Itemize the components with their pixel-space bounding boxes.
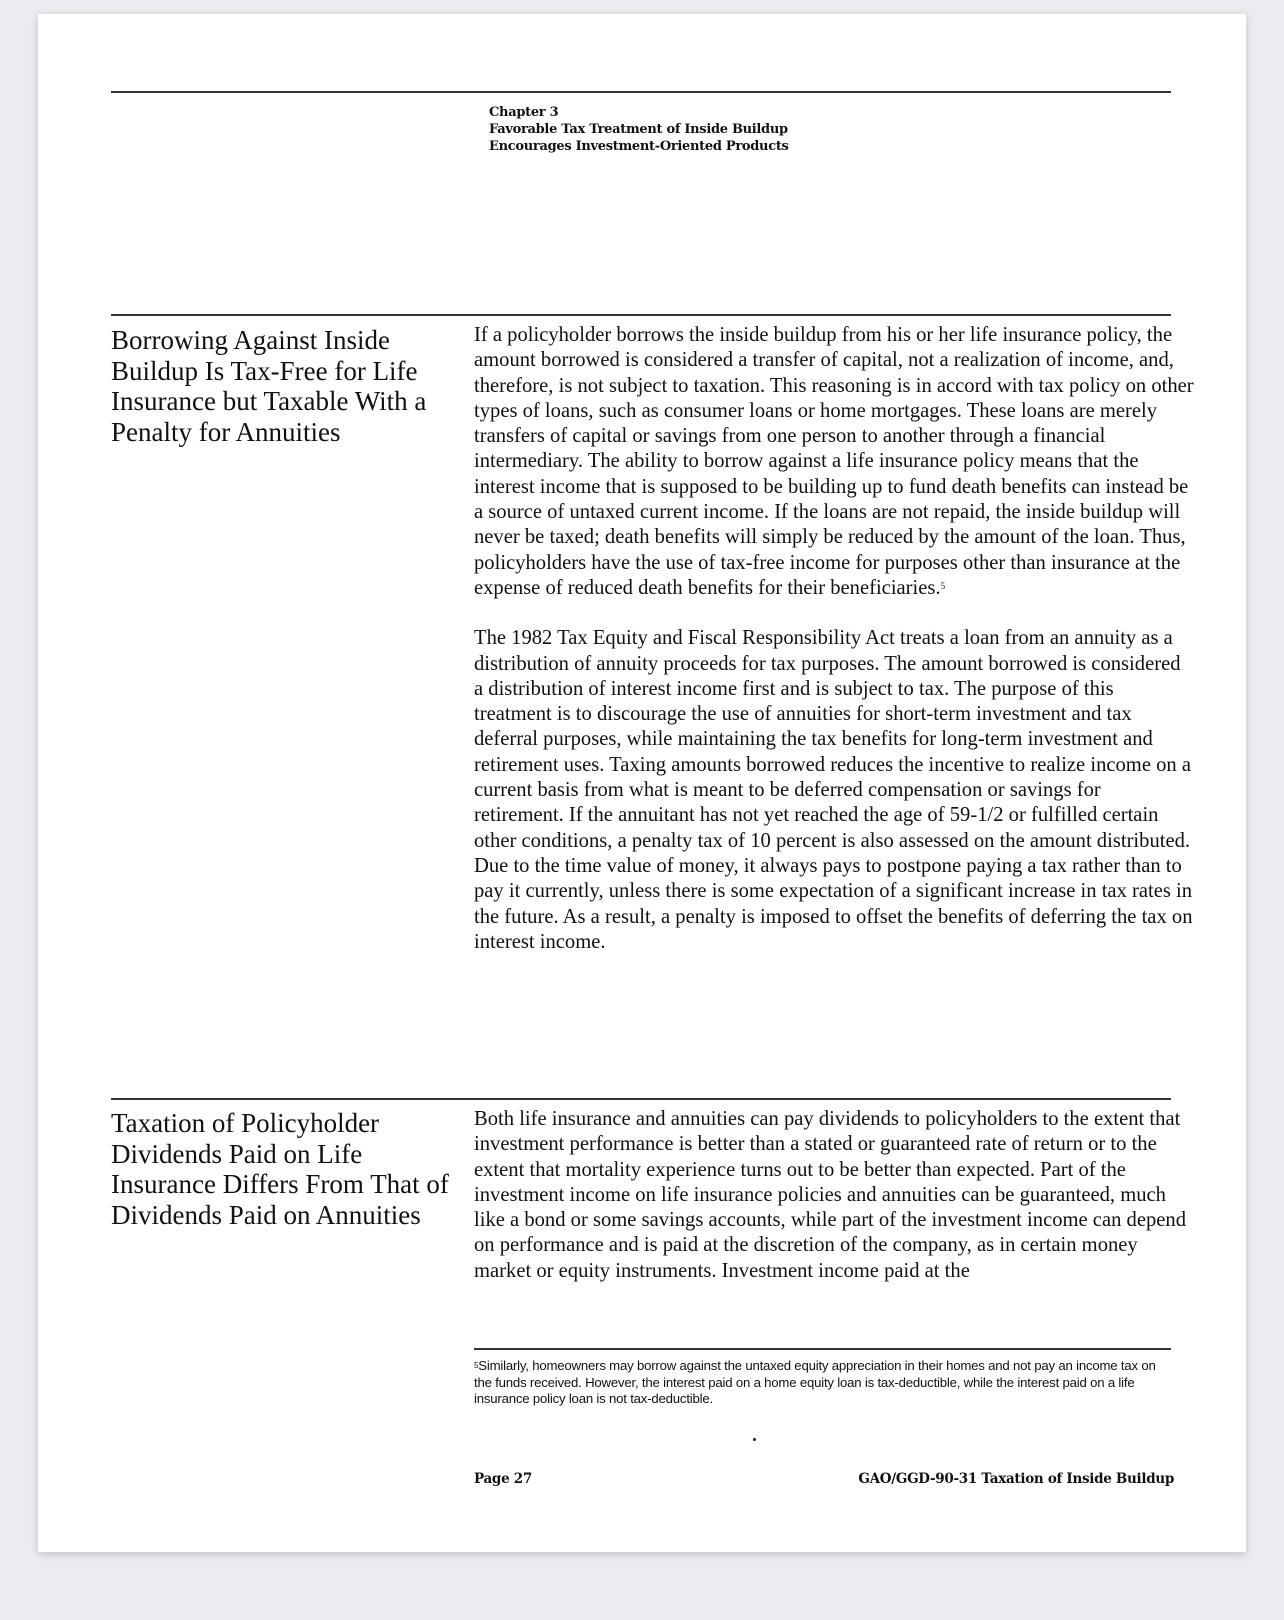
section-body: [474, 1107, 1194, 1284]
page-number: Page 27: [474, 1471, 532, 1487]
chapter-label: Chapter 3: [489, 105, 559, 120]
paragraph: Both life insurance and annuities can pay dividends to policyholders to the extent that investment performance is better than a stated or guaranteed rate of return or to the extent that mortality experience turns out to be better than expected. Part of the investment income on life insurance policies and annuities can be guaranteed, much like a bond or some savings accounts, while part of the investment income can depend on performance and is paid at the discretion of the company, as in certain money market or equity instruments. Investment income paid at the: [474, 1108, 1187, 1282]
footnote-text: Similarly, homeowners may borrow against the untaxed equity appreciation in their homes and not pay an income tax on the funds received. However, the interest paid on a home equity loan is tax-deductible, while the interest paid on a life insurance policy loan is not tax-deductible.: [474, 1358, 1156, 1406]
footnote: [474, 1358, 1174, 1408]
scan-speck: [753, 1438, 756, 1441]
chapter-title-line-2: Encourages Investment-Oriented Products: [489, 139, 789, 154]
section-heading: Taxation of Policyholder Dividends Paid on Life Insurance Differs From That of Dividends Paid on Annuities: [111, 1108, 449, 1230]
document-page: [38, 14, 1246, 1552]
footnote-rule: [474, 1348, 1171, 1350]
footnote-number: 5: [474, 1361, 479, 1370]
paragraph-text: If a policyholder borrows the inside buildup from his or her life insurance policy, the amount borrowed is considered a transfer of capital, not a realization of income, and, therefore, is not subject to taxation. This reasoning is in accord with tax policy on other types of loans, such as consumer loans or home mortgages. These loans are merely transfers of capital or savings from one person to another through a financial intermediary. The ability to borrow against a life insurance policy means that the interest income that is supposed to be building up to fund death benefits can instead be a source of untaxed current income. If the loans are not repaid, the inside buildup will never be taxed; death benefits will simply be reduced by the amount of the loan. Thus, policyholders have the use of tax-free income for purposes other than insurance at the expense of reduced death benefits for their beneficiaries.: [474, 324, 1194, 599]
chapter-title-line-1: Favorable Tax Treatment of Inside Buildup: [489, 122, 788, 137]
report-id: GAO/GGD-90-31 Taxation of Inside Buildup: [858, 1471, 1174, 1487]
section-body: [474, 323, 1194, 955]
paragraph: The 1982 Tax Equity and Fiscal Responsibility Act treats a loan from an annuity as a distribution of annuity proceeds for tax purposes. The amount borrowed is considered a distribution of interest income first and is subject to tax. The purpose of this treatment is to discourage the use of annuities for short-term investment and tax deferral purposes, while maintaining the tax benefits for long-term investment and retirement uses. Taxing amounts borrowed reduces the incentive to realize income on a current basis from what is meant to be deferred compensation or savings for retirement. If the annuitant has not yet reached the age of 59-1/2 or fulfilled certain other conditions, a penalty tax of 10 percent is also assessed on the amount distributed. Due to the time value of money, it always pays to postpone paying a tax rather than to pay it currently, unless there is some expectation of a significant increase in tax rates in the future. As a result, a penalty is imposed to offset the benefits of deferring the tax on interest income.: [474, 627, 1193, 953]
header-rule: [111, 91, 1171, 93]
section-rule: [111, 314, 1171, 316]
section-heading: Borrowing Against Inside Buildup Is Tax-Free for Life Insurance but Taxable With a Penalty for Annuities: [111, 325, 427, 447]
footnote-marker[interactable]: 5: [940, 580, 946, 591]
running-header: [489, 104, 789, 155]
section-rule: [111, 1098, 1171, 1100]
paragraph: [474, 323, 1194, 601]
